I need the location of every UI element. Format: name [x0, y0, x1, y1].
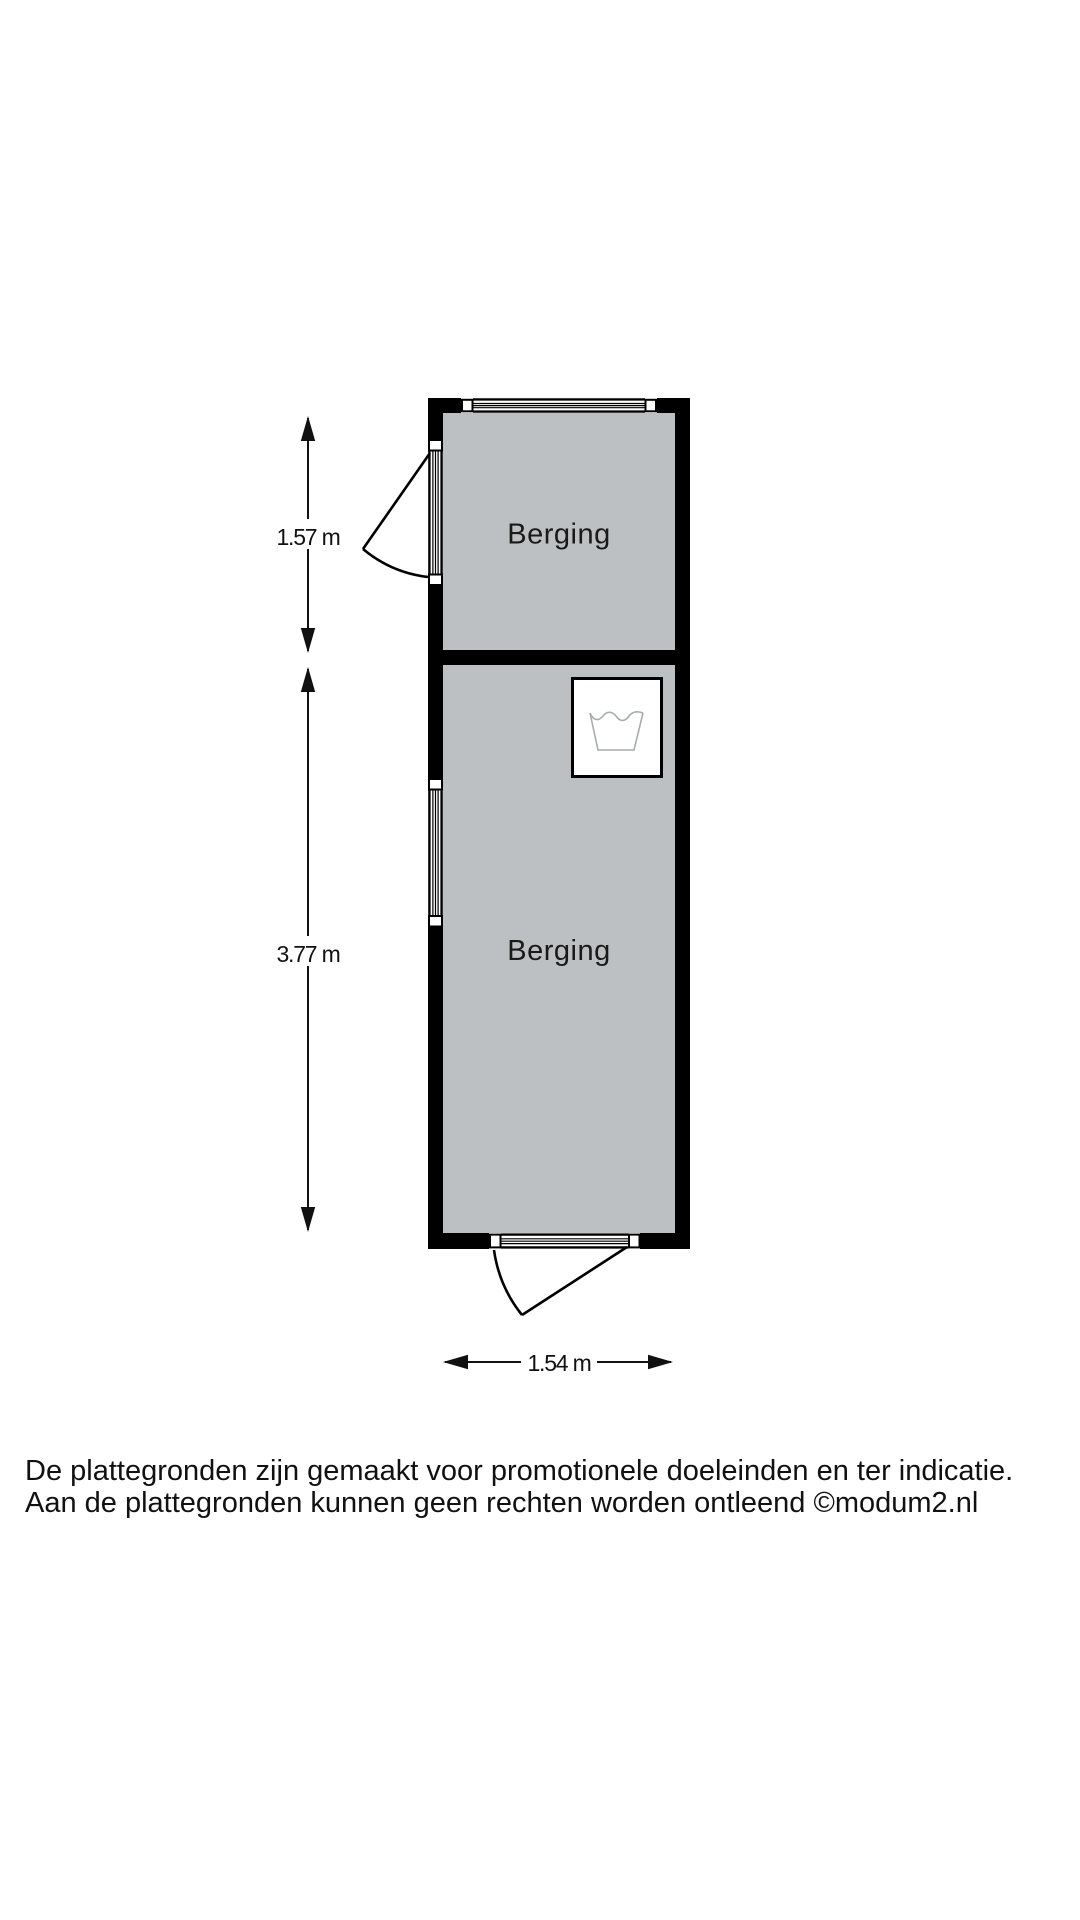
washing-machine-icon	[573, 679, 662, 777]
door-bottom	[489, 1233, 640, 1315]
dimension-plan-width	[443, 1344, 673, 1377]
door-bottom-cap-left	[490, 1235, 501, 1248]
window-top	[461, 398, 657, 413]
arrowhead-down-icon	[301, 628, 315, 653]
door-bottom-cap-right	[629, 1235, 640, 1248]
window-left-cap-top	[429, 779, 442, 790]
dimension-room-bottom-depth-label: 3.77 m	[276, 941, 340, 967]
arrowhead-up-icon	[301, 667, 315, 692]
wall-divider	[428, 650, 690, 665]
window-left	[428, 778, 443, 927]
dimension-room-bottom-depth	[276, 667, 340, 1232]
dimension-plan-width-label: 1.54 m	[527, 1350, 591, 1376]
door-bottom-leaf	[522, 1247, 627, 1315]
room-bottom-label: Berging	[507, 935, 611, 967]
door-top-room-cap-bottom	[429, 575, 442, 586]
wall-right	[675, 398, 690, 1249]
window-left-cap-bottom	[429, 916, 442, 927]
door-top-room	[363, 439, 443, 586]
arrowhead-down-icon	[301, 1207, 315, 1232]
arrowhead-left-icon	[443, 1355, 468, 1369]
dimension-room-top-depth-label: 1.57 m	[276, 524, 340, 550]
door-bottom-swing-arc	[494, 1250, 522, 1315]
footer-disclaimer-line-2: Aan de plattegronden kunnen geen rechten worden ontleend ©modum2.nl	[25, 1487, 979, 1519]
arrowhead-up-icon	[301, 416, 315, 441]
door-top-room-swing-arc	[363, 549, 428, 577]
door-top-room-leaf	[363, 453, 430, 549]
room-top-label: Berging	[507, 518, 611, 551]
footer-disclaimer-line-1: De plattegronden zijn gemaakt voor promotionele doeleinden en ter indicatie.	[25, 1455, 1014, 1487]
arrowhead-right-icon	[648, 1355, 673, 1369]
window-top-cap-right	[646, 400, 657, 412]
dimension-room-top-depth	[276, 416, 340, 653]
window-top-cap-left	[462, 400, 473, 412]
door-top-room-cap-top	[429, 440, 442, 451]
washing-machine-box	[573, 679, 662, 777]
